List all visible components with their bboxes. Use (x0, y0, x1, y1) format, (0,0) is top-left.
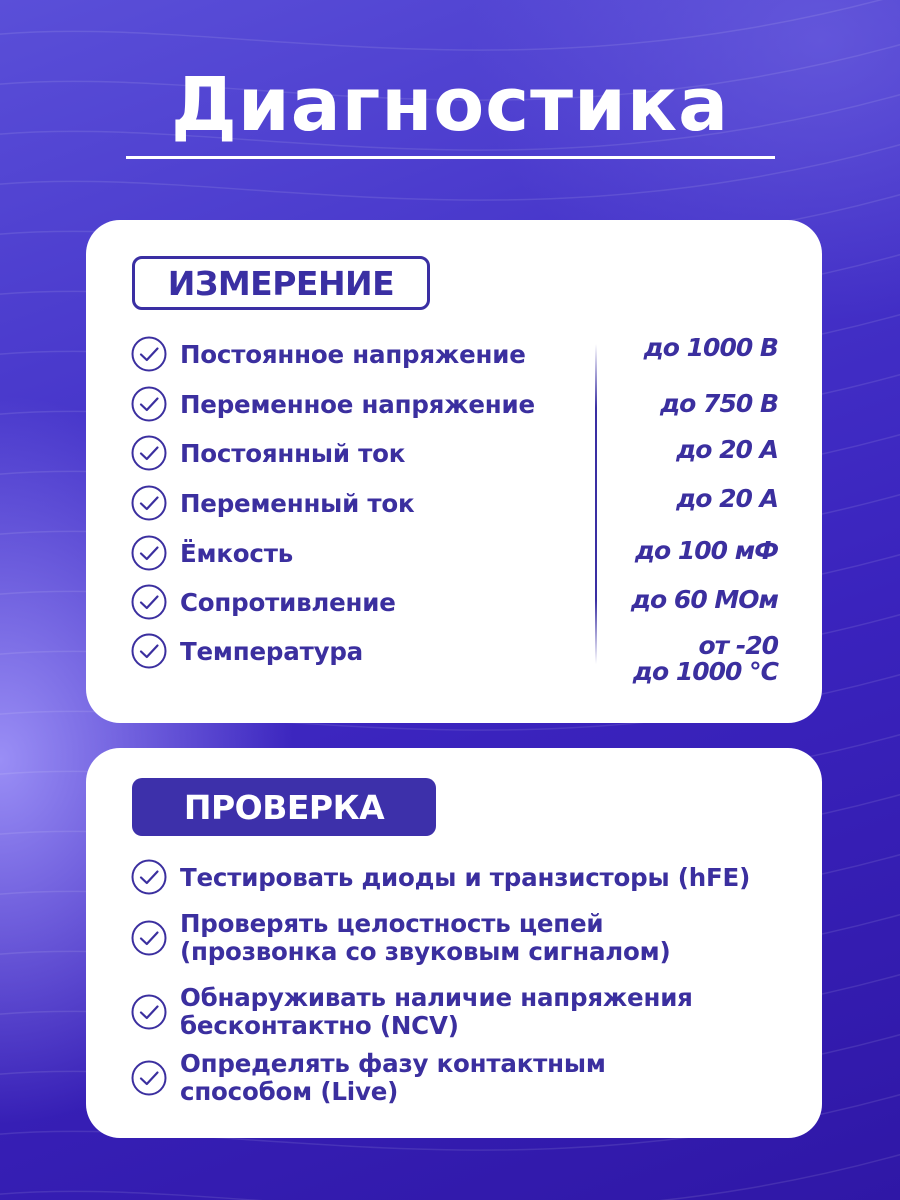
check-heading: ПРОВЕРКА (132, 778, 436, 836)
check-item-label-line2: (прозвонка со звуковым сигналом) (180, 937, 671, 966)
check-circle-icon (130, 534, 168, 572)
list-item (130, 984, 693, 1040)
list-item (130, 632, 363, 670)
measurement-value: до 100 мФ (634, 536, 778, 565)
list-item (130, 385, 535, 423)
vertical-divider (595, 344, 597, 664)
check-circle-icon (130, 1059, 168, 1097)
list-item (130, 434, 405, 472)
check-circle-icon (130, 858, 168, 896)
list-item (130, 1050, 606, 1106)
check-item-label-line1: Определять фазу контактным (180, 1049, 606, 1078)
measurement-value: до 20 А (676, 435, 778, 464)
list-item (130, 484, 414, 522)
check-circle-icon (130, 385, 168, 423)
check-item-label: Тестировать диоды и транзисторы (hFE) (180, 862, 751, 892)
measurement-heading: ИЗМЕРЕНИЕ (132, 256, 430, 310)
check-circle-icon (130, 484, 168, 522)
page-title: Диагностика (170, 62, 730, 148)
title-underline (126, 156, 775, 159)
temperature-value-line2: до 1000 °С (632, 657, 778, 686)
temperature-value-line1: от -20 (698, 631, 778, 660)
check-card (86, 748, 822, 1138)
check-item-label-line1: Обнаруживать наличие напряжения (180, 983, 693, 1012)
list-item (130, 335, 526, 373)
measurement-value: до 60 МОм (630, 585, 778, 614)
check-circle-icon (130, 632, 168, 670)
measurement-value: до 1000 В (643, 333, 778, 362)
check-circle-icon (130, 919, 168, 957)
measurement-value: до 20 А (676, 484, 778, 513)
measurement-label: Постоянное напряжение (180, 339, 526, 369)
measurement-label: Сопротивление (180, 587, 396, 617)
list-item (130, 583, 396, 621)
measurement-label: Переменный ток (180, 488, 415, 518)
list-item (130, 858, 750, 896)
check-circle-icon (130, 335, 168, 373)
check-circle-icon (130, 583, 168, 621)
measurement-card (86, 220, 822, 723)
measurement-label: Постоянный ток (180, 438, 406, 468)
list-item (130, 910, 671, 966)
check-circle-icon (130, 434, 168, 472)
measurement-label: Переменное напряжение (180, 389, 535, 419)
measurement-value: до 750 В (659, 389, 778, 418)
measurement-label: Ёмкость (180, 538, 294, 568)
check-item-label-line2: бесконтактно (NCV) (180, 1011, 459, 1040)
measurement-value (633, 633, 778, 685)
check-item-label-line1: Проверять целостность цепей (180, 909, 604, 938)
measurement-label: Температура (180, 636, 364, 666)
check-item-label-line2: способом (Live) (180, 1077, 399, 1106)
check-circle-icon (130, 993, 168, 1031)
list-item (130, 534, 293, 572)
